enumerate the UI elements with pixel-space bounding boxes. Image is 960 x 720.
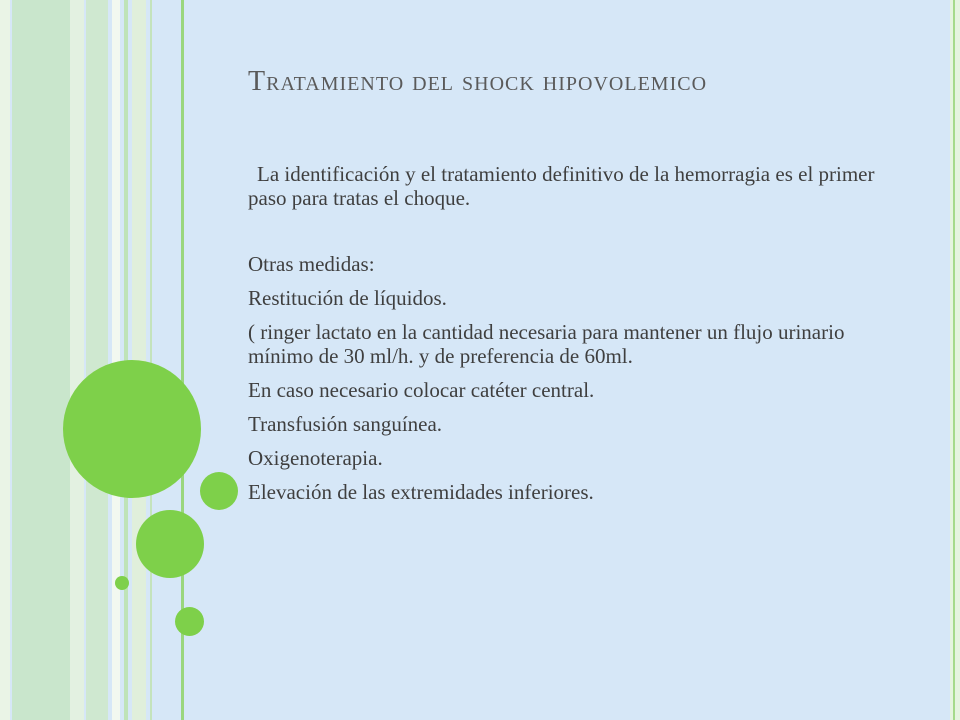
stripe-edge — [0, 0, 10, 720]
circle-large — [63, 360, 201, 498]
circle-tiny — [115, 576, 129, 590]
stripe-right-line — [953, 0, 955, 720]
stripe-line — [150, 0, 152, 720]
list-item: Oxigenoterapia. — [248, 446, 383, 470]
stripe-wide-green — [12, 0, 70, 720]
list-item: Elevación de las extremidades inferiores. — [248, 480, 594, 504]
list-item: Otras medidas: — [248, 252, 375, 276]
stripe-green — [86, 0, 108, 720]
circle-small-lower — [175, 607, 204, 636]
list-item: Restitución de líquidos. — [248, 286, 447, 310]
slide-body — [248, 162, 888, 514]
stripe-right-edge — [950, 0, 960, 720]
list-item: Transfusión sanguínea. — [248, 412, 443, 436]
intro-paragraph: La identificación y el tratamiento definitivo de la hemorragia es el primer paso para tratas el choque. — [248, 162, 875, 210]
stripe-pale — [70, 0, 84, 720]
list-item: En caso necesario colocar catéter central. — [248, 378, 595, 402]
list-item: ( ringer lactato en la cantidad necesaria para mantener un flujo urinario mínimo de 30 ml/h. y de preferencia de 60ml. — [248, 320, 845, 368]
slide-title: Tratamiento del shock hipovolemico — [248, 66, 708, 97]
stripe-white — [112, 0, 120, 720]
circle-small-upper — [200, 472, 238, 510]
circle-medium — [136, 510, 204, 578]
